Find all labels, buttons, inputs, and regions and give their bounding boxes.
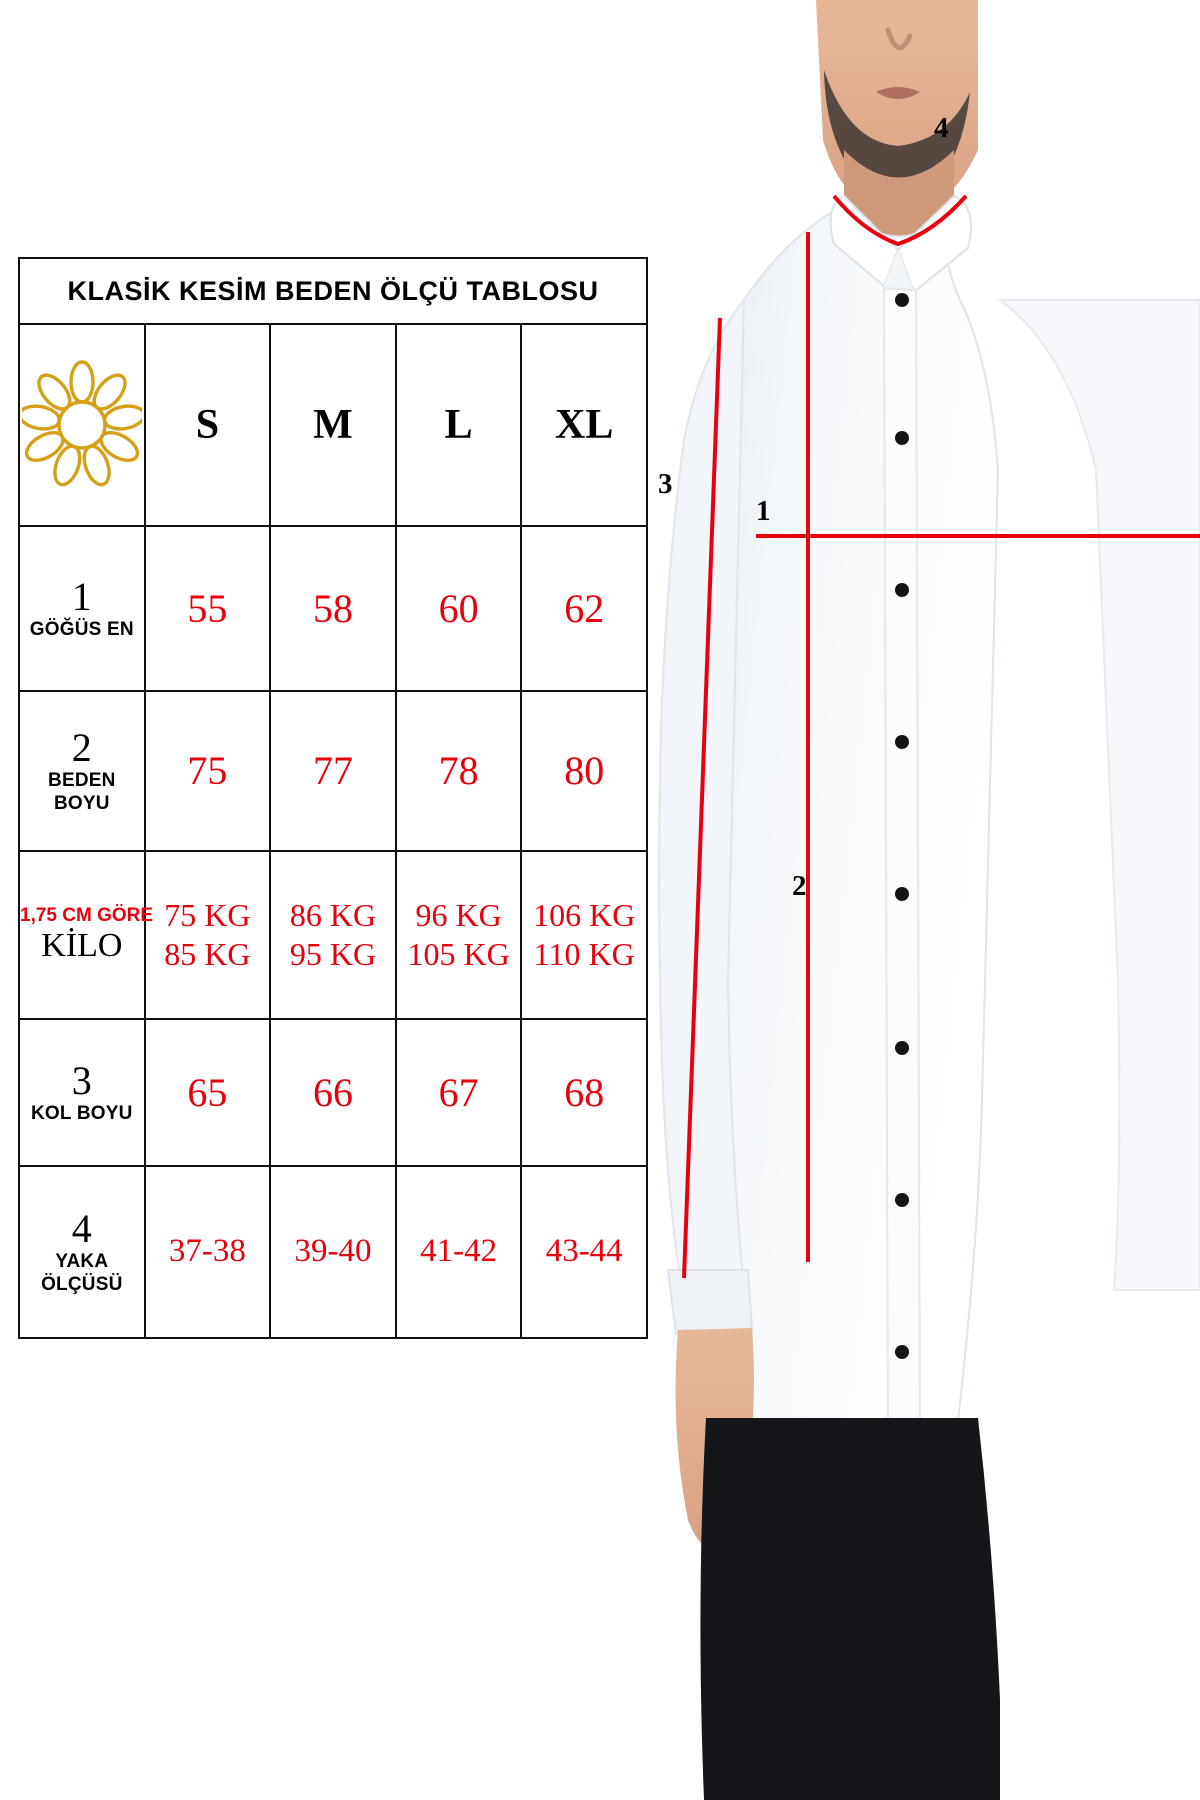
table-row xyxy=(19,1166,647,1338)
brand-logo-cell xyxy=(19,324,145,526)
cell-sleeve-m: 66 xyxy=(270,1019,396,1166)
page-title: KLASİK KESİM BEDEN ÖLÇÜ TABLOSU xyxy=(19,258,647,324)
cell-weight-s xyxy=(145,851,271,1019)
size-header-s: S xyxy=(145,324,271,526)
table-title-row xyxy=(19,258,647,324)
marker-3: 3 xyxy=(658,468,673,500)
row-name: KİLO xyxy=(41,927,123,964)
row-name: GÖĞÜS EN xyxy=(29,619,134,641)
size-chart xyxy=(18,257,648,1339)
model-illustration xyxy=(648,0,1200,1800)
marker-1: 1 xyxy=(756,495,771,527)
cell-body-s: 75 xyxy=(145,691,271,851)
cell-collar-m: 39-40 xyxy=(270,1166,396,1338)
cell-weight-xl-top: 106 KG xyxy=(533,896,636,933)
row-label-chest xyxy=(19,526,145,691)
cell-chest-xl: 62 xyxy=(521,526,647,691)
row-label-sleeve xyxy=(19,1019,145,1166)
cell-weight-s-top: 75 KG xyxy=(164,896,251,933)
cell-body-m: 77 xyxy=(270,691,396,851)
cell-weight-l-top: 96 KG xyxy=(415,896,502,933)
row-number: 3 xyxy=(71,1058,92,1104)
table-row xyxy=(19,691,647,851)
flower-logo-icon xyxy=(22,360,142,490)
marker-4: 4 xyxy=(934,112,949,144)
row-name: KOL BOYU xyxy=(31,1103,133,1125)
size-table xyxy=(18,257,648,1339)
row-label-weight xyxy=(19,851,154,1019)
row-label-collar xyxy=(19,1166,145,1338)
row-number: 2 xyxy=(71,725,92,771)
size-header-l: L xyxy=(396,324,522,526)
cell-weight-m xyxy=(270,851,396,1019)
table-row xyxy=(19,526,647,691)
marker-2: 2 xyxy=(792,870,807,902)
row-name: YAKA ÖLÇÜSÜ xyxy=(41,1251,123,1295)
cell-weight-xl-bottom: 110 KG xyxy=(533,936,635,972)
cell-chest-s: 55 xyxy=(145,526,271,691)
cell-weight-m-bottom: 95 KG xyxy=(289,936,377,972)
cell-body-l: 78 xyxy=(396,691,522,851)
size-header-m: M xyxy=(270,324,396,526)
row-number: 1 xyxy=(71,574,92,620)
size-header-xl: XL xyxy=(521,324,647,526)
cell-collar-xl: 43-44 xyxy=(521,1166,647,1338)
row-name: BEDEN BOYU xyxy=(48,770,116,814)
cell-chest-l: 60 xyxy=(396,526,522,691)
table-header-row xyxy=(19,324,647,526)
cell-sleeve-s: 65 xyxy=(145,1019,271,1166)
table-row xyxy=(19,851,647,1019)
row-number: 4 xyxy=(71,1206,92,1252)
row-label-body-length xyxy=(19,691,145,851)
table-row xyxy=(19,1019,647,1166)
cell-collar-l: 41-42 xyxy=(396,1166,522,1338)
cell-weight-l-bottom: 105 KG xyxy=(407,936,510,972)
cell-collar-s: 37-38 xyxy=(145,1166,271,1338)
cell-weight-m-top: 86 KG xyxy=(289,896,377,933)
model-photo xyxy=(648,0,1200,1800)
cell-weight-s-bottom: 85 KG xyxy=(164,936,251,972)
cell-sleeve-xl: 68 xyxy=(521,1019,647,1166)
weight-height-note: 1,75 CM GÖRE xyxy=(20,905,154,926)
cell-body-xl: 80 xyxy=(521,691,647,851)
cell-sleeve-l: 67 xyxy=(396,1019,522,1166)
cell-chest-m: 58 xyxy=(270,526,396,691)
cell-weight-l xyxy=(396,851,522,1019)
cell-weight-xl xyxy=(521,851,647,1019)
